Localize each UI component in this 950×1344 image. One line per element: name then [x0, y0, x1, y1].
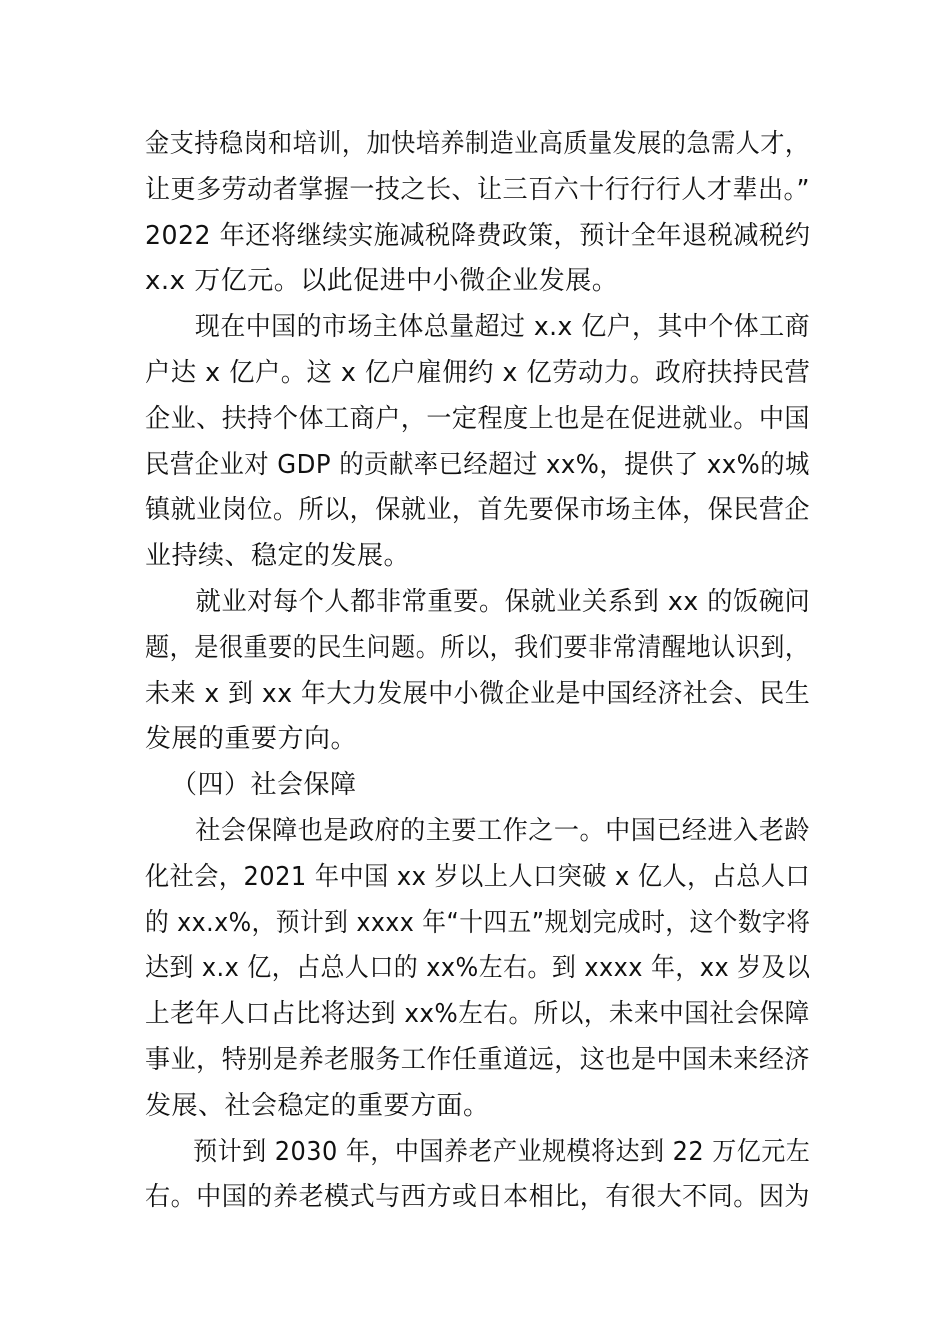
text-line: 户达 x 亿户。这 x 亿户雇佣约 x 亿劳动力。政府扶持民营 [145, 357, 811, 388]
text-line: 化社会，2021 年中国 xx 岁以上人口突破 x 亿人，占总人口 [145, 861, 811, 892]
text-line: 右。中国的养老模式与西方或日本相比，有很大不同。因为 [145, 1182, 811, 1213]
text-line: 企业、扶持个体工商户，一定程度上也是在促进就业。中国 [145, 403, 811, 434]
text-line: 发展的重要方向。 [145, 724, 358, 755]
text-line: 达到 x.x 亿，占总人口的 xx%左右。到 xxxx 年，xx 岁及以 [145, 953, 811, 984]
text-line: 镇就业岗位。所以，保就业，首先要保市场主体，保民营企 [145, 495, 811, 526]
text-line: 金支持稳岗和培训，加快培养制造业高质量发展的急需人才， [145, 129, 810, 159]
text-line: 2022 年还将继续实施减税降费政策，预计全年退税减税约 [145, 220, 811, 251]
text-line: 现在中国的市场主体总量超过 x.x 亿户，其中个体工商 [194, 312, 811, 343]
text-line: 民营企业对 GDP 的贡献率已经超过 xx%，提供了 xx%的城 [145, 449, 810, 480]
text-line: 的 xx.x%，预计到 xxxx 年“十四五”规划完成时，这个数字将 [145, 907, 811, 938]
text-line: 就业对每个人都非常重要。保就业关系到 xx 的饭碗问 [195, 586, 811, 617]
text-line: 预计到 2030 年，中国养老产业规模将达到 22 万亿元左 [193, 1136, 811, 1167]
text-line: 发展、社会稳定的重要方面。 [145, 1090, 490, 1121]
section-heading: （四）社会保障 [171, 770, 357, 801]
document-body [145, 122, 810, 1221]
text-line: 业持续、稳定的发展。 [145, 541, 411, 572]
text-line: x.x 万亿元。以此促进中小微企业发展。 [145, 266, 619, 297]
text-line: 让更多劳动者掌握一技之长、让三百六十行行行人才辈出。” [145, 174, 810, 205]
text-line: 事业，特别是养老服务工作任重道远，这也是中国未来经济 [145, 1044, 811, 1075]
text-line: 社会保障也是政府的主要工作之一。中国已经进入老龄 [195, 815, 811, 846]
text-line: 上老年人口占比将达到 xx%左右。所以，未来中国社会保障 [145, 999, 810, 1030]
text-line: 未来 x 到 xx 年大力发展中小微企业是中国经济社会、民生 [145, 678, 811, 709]
text-line: 题，是很重要的民生问题。所以，我们要非常清醒地认识到， [145, 632, 810, 663]
